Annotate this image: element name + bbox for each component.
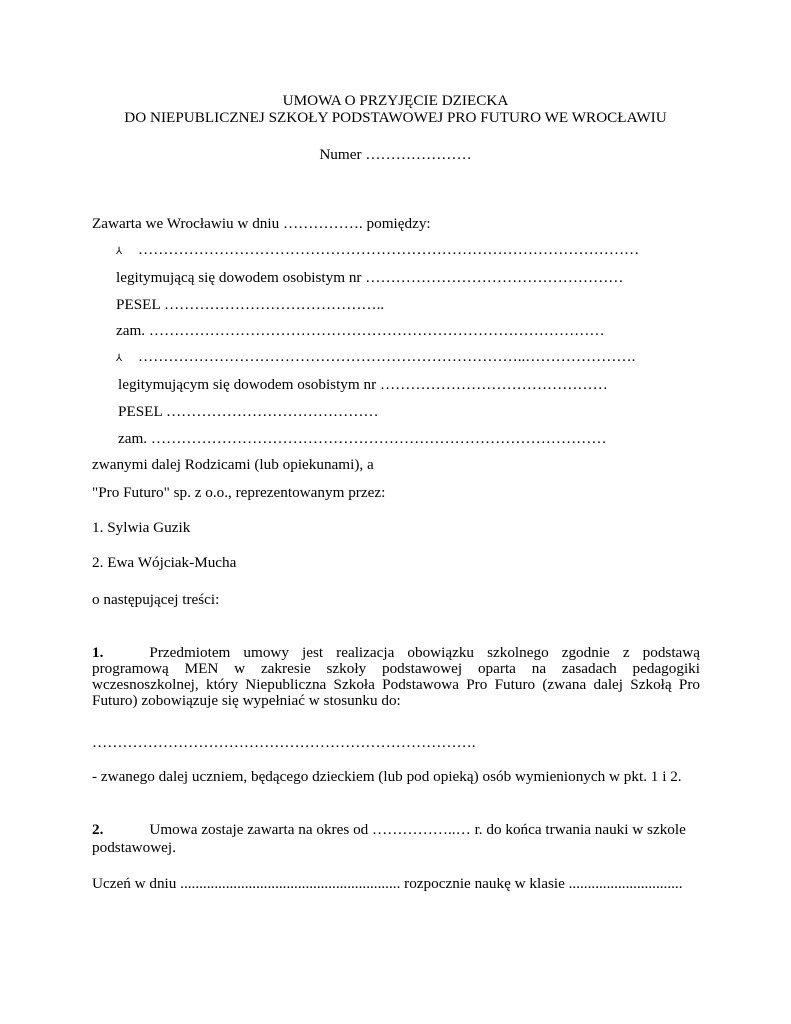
student-text: - zwanego dalej uczniem, będącego dzieckiem (lub pod opieką) osób wymienionych w pkt. 1 i 2. (92, 768, 682, 785)
triangle-bullet-icon: ⅄ (116, 353, 123, 364)
party-1-address: zam. ……………………………………………………………………………… (116, 322, 605, 339)
start-date-text: Uczeń w dniu .......................................................... rozpocznie naukę w klasie .............................. (92, 875, 683, 892)
contract-number: Numer ………………… (319, 146, 472, 163)
section-1-text: Przedmiotem umowy jest realizacja obowiązku szkolnego zgodnie z podstawą programową MEN w zakresie szkoły podstawowej oparta na zasadach pedagogiki wczesnoszkolnej, który Niepubliczna Szkoła Podstawowa Pro Futuro (zwana dalej Szkołą Pro Futuro) zobowiązuje się wypełniać w stosunku do: (92, 644, 700, 709)
party-2-line (116, 349, 635, 367)
party-1-name-blank: ……………………………………………………………………………………… (138, 241, 640, 258)
party-2-address: zam. ……………………………………………………………………………… (118, 430, 607, 447)
title-line-2: DO NIEPUBLICZNEJ SZKOŁY PODSTAWOWEJ PRO FUTURO WE WROCŁAWIU (124, 109, 667, 126)
representative-2: 2. Ewa Wójciak-Mucha (92, 554, 237, 571)
section-2-number: 2. (92, 821, 104, 838)
party-2-id: legitymującym się dowodem osobistym nr ……………………………………… (118, 376, 608, 393)
parents-text: zwanymi dalej Rodzicami (lub opiekunami), a (92, 456, 374, 473)
triangle-bullet-icon: ⅄ (116, 246, 123, 257)
section-1-number: 1. (92, 644, 104, 661)
party-1-line (116, 242, 639, 260)
student-name-blank: …………………………………………………………………. (92, 734, 476, 751)
intro-text: Zawarta we Wrocławiu w dniu ……………. pomiędzy: (92, 215, 431, 232)
party-2-name-blank: …………………………………………………………………..…………………. (138, 348, 636, 365)
content-intro: o następującej treści: (92, 591, 220, 608)
section-2-line-2: podstawowej. (92, 839, 176, 856)
party-1-pesel: PESEL …………………………………….. (116, 296, 385, 313)
party-2-pesel: PESEL …………………………………… (118, 403, 379, 420)
section-2-text: Umowa zostaje zawarta na okres od ……………..… r. do końca trwania nauki w szkole (149, 821, 686, 838)
company-text: "Pro Futuro" sp. z o.o., reprezentowanym przez: (92, 484, 386, 501)
party-1-id: legitymującą się dowodem osobistym nr …………………………………………… (116, 269, 624, 286)
title-line-1: UMOWA O PRZYJĘCIE DZIECKA (282, 92, 509, 109)
section-2-line-1 (92, 822, 686, 838)
representative-1: 1. Sylwia Guzik (92, 519, 191, 536)
section-1-paragraph (92, 645, 700, 709)
